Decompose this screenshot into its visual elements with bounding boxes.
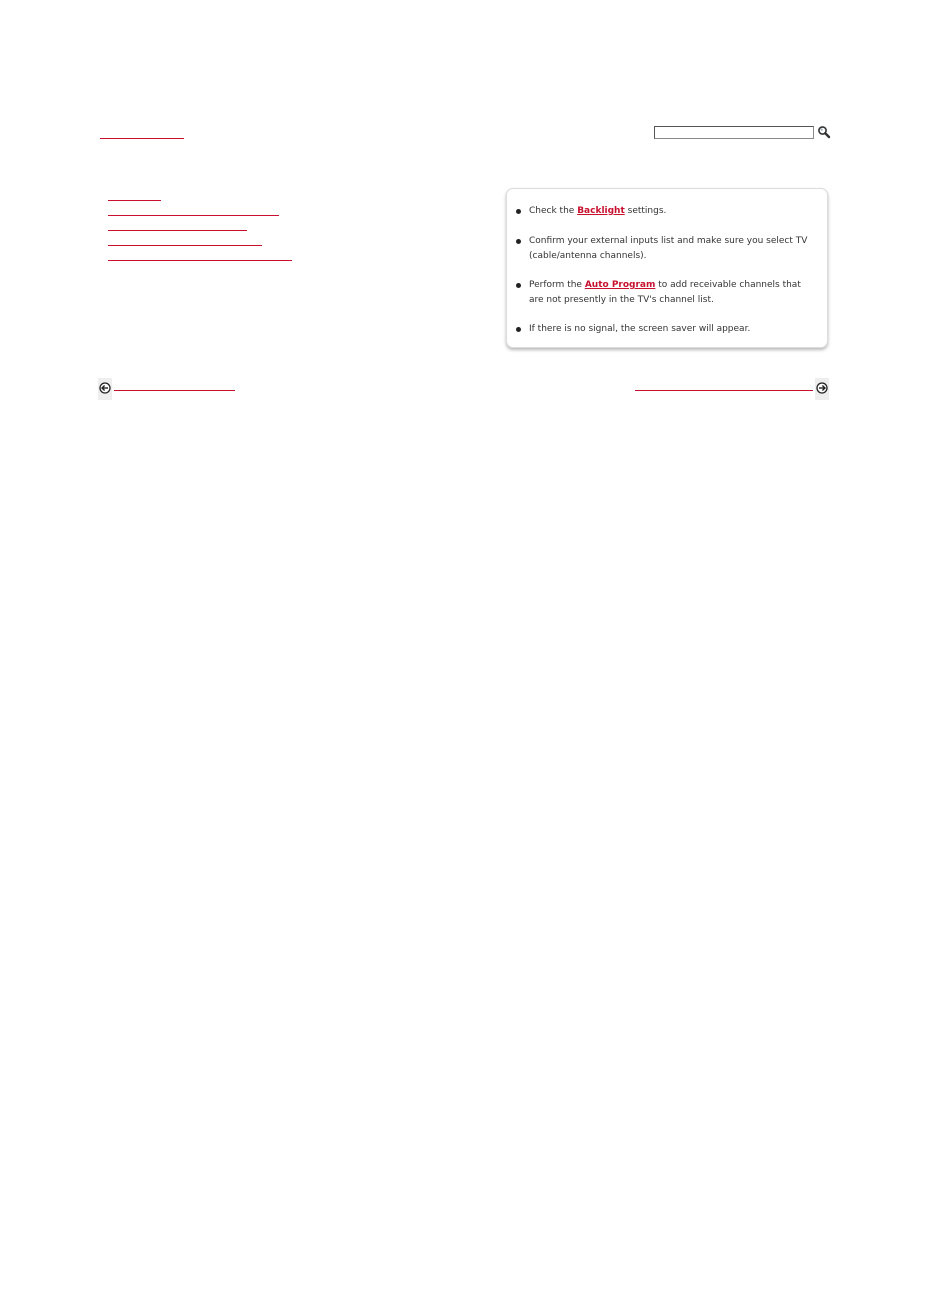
previous-page-button[interactable] xyxy=(98,378,112,400)
previous-page-link[interactable] xyxy=(114,382,235,391)
tip-item-backlight xyxy=(529,204,817,219)
related-link-2[interactable] xyxy=(108,207,279,216)
tip-text: Check the xyxy=(529,206,578,216)
top-breadcrumb-link[interactable] xyxy=(100,128,184,139)
related-link-3[interactable] xyxy=(108,222,247,231)
related-link-4[interactable] xyxy=(108,237,262,246)
next-page-button[interactable] xyxy=(815,378,829,400)
tip-item-no-signal: If there is no signal, the screen saver will appear. xyxy=(529,322,817,337)
tip-text: settings. xyxy=(624,206,667,216)
search-icon[interactable] xyxy=(817,124,831,138)
auto-program-link[interactable]: Auto Program xyxy=(584,280,656,290)
next-page-link[interactable] xyxy=(635,382,813,391)
related-link-5[interactable] xyxy=(108,252,292,261)
arrow-left-circle-icon xyxy=(99,382,111,394)
related-link-1[interactable] xyxy=(108,192,161,201)
arrow-right-circle-icon xyxy=(816,382,828,394)
tip-text: to add receivable channels that are not presently in the TV's channel list. xyxy=(529,280,801,305)
tip-text: Perform the xyxy=(529,280,585,290)
tip-item-inputs: Confirm your external inputs list and make sure you select TV (cable/antenna channels). xyxy=(529,234,817,263)
search-input[interactable] xyxy=(654,126,814,139)
tip-item-auto-program xyxy=(529,278,817,307)
backlight-link[interactable]: Backlight xyxy=(577,206,625,216)
tips-panel xyxy=(506,188,828,348)
